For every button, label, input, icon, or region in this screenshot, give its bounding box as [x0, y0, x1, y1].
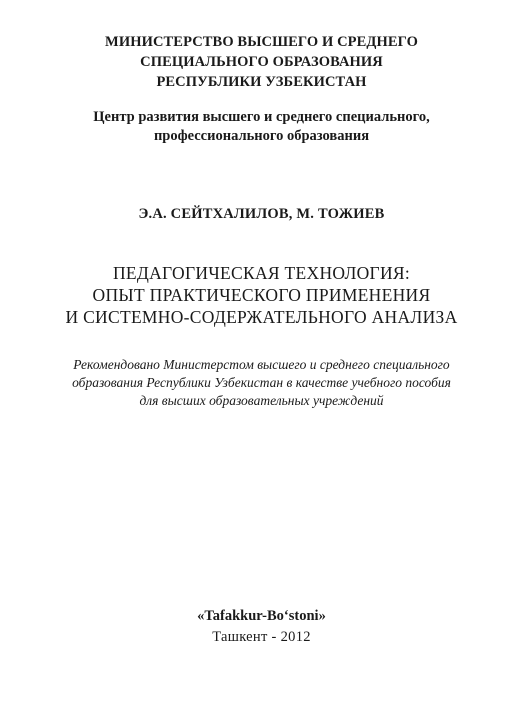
ministry-line-1: МИНИСТЕРСТВО ВЫСШЕГО И СРЕДНЕГО — [105, 34, 418, 50]
authors: Э.А. СЕЙТХАЛИЛОВ, М. ТОЖИЕВ — [138, 206, 385, 222]
book-title-line-2: ОПЫТ ПРАКТИЧЕСКОГО ПРИМЕНЕНИЯ — [92, 285, 431, 305]
publisher-name: «Tafakkur-Bo‘stoni» — [197, 608, 326, 624]
center-line-1: Центр развития высшего и среднего специального, — [93, 109, 430, 125]
center-line-2: профессионального образования — [153, 128, 370, 144]
book-title — [0, 262, 523, 328]
recommendation-note — [0, 356, 523, 410]
book-title-line-1: ПЕДАГОГИЧЕСКАЯ ТЕХНОЛОГИЯ: — [112, 263, 411, 283]
recommendation-line-2: образования Республики Узбекистан в качестве учебного пособия — [72, 375, 451, 390]
book-title-line-3: И СИСТЕМНО-СОДЕРЖАТЕЛЬНОГО АНАЛИЗА — [65, 307, 458, 327]
recommendation-line-1: Рекомендовано Министерстом высшего и среднего специального — [73, 357, 450, 372]
ministry-line-2: СПЕЦИАЛЬНОГО ОБРАЗОВАНИЯ — [140, 54, 383, 70]
ministry-heading — [0, 32, 523, 92]
ministry-line-3: РЕСПУБЛИКИ УЗБЕКИСТАН — [156, 74, 367, 90]
recommendation-line-3: для высших образовательных учреждений — [139, 393, 384, 408]
city-year: Ташкент - 2012 — [212, 629, 311, 645]
center-heading — [0, 108, 523, 146]
